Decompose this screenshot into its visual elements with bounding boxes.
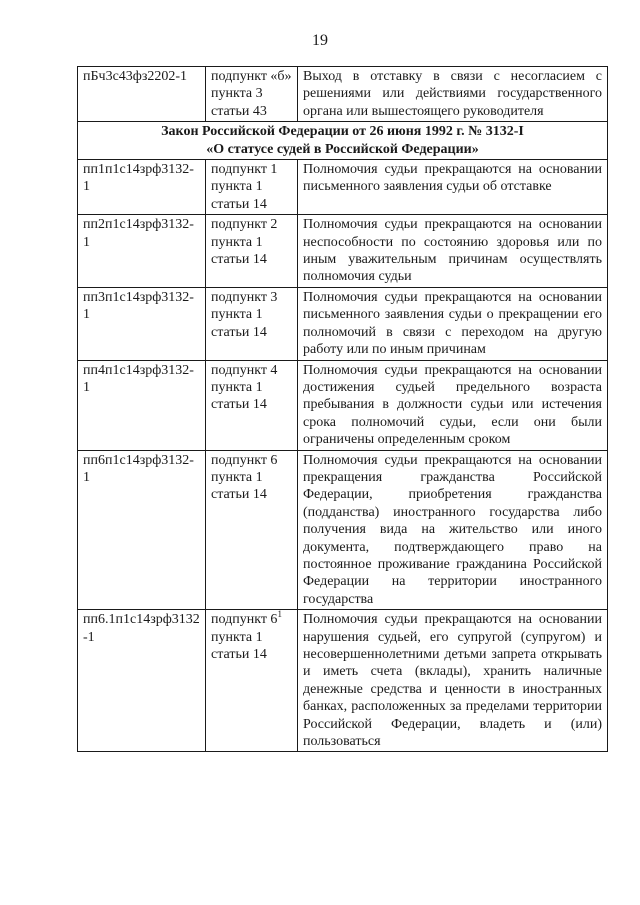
row-code: пп4п1с14зрф3132-1 (78, 360, 206, 450)
table-row (78, 610, 608, 752)
table-row (78, 215, 608, 288)
clause-article: статьи 14 (211, 196, 267, 212)
row-code: пп3п1с14зрф3132-1 (78, 287, 206, 360)
row-code: пп6п1с14зрф3132-1 (78, 450, 206, 610)
row-clause (206, 287, 298, 360)
clause-subitem: подпункт 2 (211, 217, 278, 233)
clause-subitem: подпункт «б» (211, 69, 292, 84)
law-name: «О статусе судей в Российской Федерации» (206, 141, 479, 157)
row-text: Полномочия судьи прекращаются на основании прекращения гражданства Российской Федерации, приобретения гражданства (подданства) иностранного государства либо получения вида на жительство или иного документа, подтверждающего право на постоянное проживание гражданина Российской Федерации на территории иностранного государства (298, 450, 608, 610)
clause-item: пункта 1 (211, 179, 263, 195)
page-number: 19 (312, 32, 328, 49)
clause-subitem: подпункт 6 (211, 612, 278, 628)
law-title: Закон Российской Федерации от 26 июня 1992 г. № 3132-I (161, 124, 524, 140)
clause-item: пункта 3 (211, 86, 263, 102)
clause-subitem: подпункт 3 (211, 289, 278, 305)
row-clause (206, 67, 298, 122)
clause-subitem: подпункт 4 (211, 362, 278, 378)
row-text: Выход в отставку в связи с несогласием с решениями или действиями государственного органа или вышестоящего руководителя (298, 67, 608, 122)
table-row (78, 360, 608, 450)
row-code: пБч3с43фз2202-1 (78, 67, 206, 122)
clause-superscript: 1 (277, 609, 282, 620)
row-code: пп1п1с14зрф3132-1 (78, 160, 206, 215)
table-row (78, 67, 608, 122)
clause-article: статьи 14 (211, 397, 267, 413)
codes-table (77, 66, 608, 752)
row-text: Полномочия судьи прекращаются на основании достижения судьей предельного возраста пребывания в должности судьи или истечения срока полномочий судьи, если они были ограничены определенным сроком (298, 360, 608, 450)
row-text: Полномочия судьи прекращаются на основании письменного заявления судьи об отставке (298, 160, 608, 215)
clause-article: статьи 14 (211, 647, 267, 662)
clause-item: пункта 1 (211, 307, 263, 323)
row-code: пп6.1п1с14зрф3132-1 (78, 610, 206, 752)
clause-item: пункта 1 (211, 379, 263, 395)
law-header (78, 122, 608, 160)
row-text: Полномочия судьи прекращаются на основании письменного заявления судьи о прекращении его полномочий в связи с переходом на другую работу или по иным причинам (298, 287, 608, 360)
clause-item: пункта 1 (211, 629, 263, 645)
clause-subitem: подпункт 6 (211, 452, 278, 468)
row-clause (206, 160, 298, 215)
row-clause (206, 360, 298, 450)
clause-article: статьи 43 (211, 103, 267, 119)
clause-item: пункта 1 (211, 469, 263, 485)
row-clause (206, 215, 298, 288)
clause-article: статьи 14 (211, 324, 267, 340)
clause-article: статьи 14 (211, 487, 267, 503)
row-text: Полномочия судьи прекращаются на основании неспособности по состоянию здоровья или по иным уважительным причинам осуществлять полномочия судьи (298, 215, 608, 288)
table-row (78, 450, 608, 610)
table-row (78, 287, 608, 360)
table-row (78, 160, 608, 215)
row-clause (206, 610, 298, 752)
clause-article: статьи 14 (211, 252, 267, 268)
clause-item: пункта 1 (211, 234, 263, 250)
row-code: пп2п1с14зрф3132-1 (78, 215, 206, 288)
row-text: Полномочия судьи прекращаются на основании нарушения судьей, его супругой (супругом) и несовершеннолетними детьми запрета открывать и иметь счета (вклады), хранить наличные денежные средства и ценности в иностранных банках, расположенных за пределами территории Российской Федерации, владеть и (или) пользоваться (298, 610, 608, 752)
law-header-row (78, 122, 608, 160)
row-clause (206, 450, 298, 610)
clause-subitem: подпункт 1 (211, 162, 278, 178)
